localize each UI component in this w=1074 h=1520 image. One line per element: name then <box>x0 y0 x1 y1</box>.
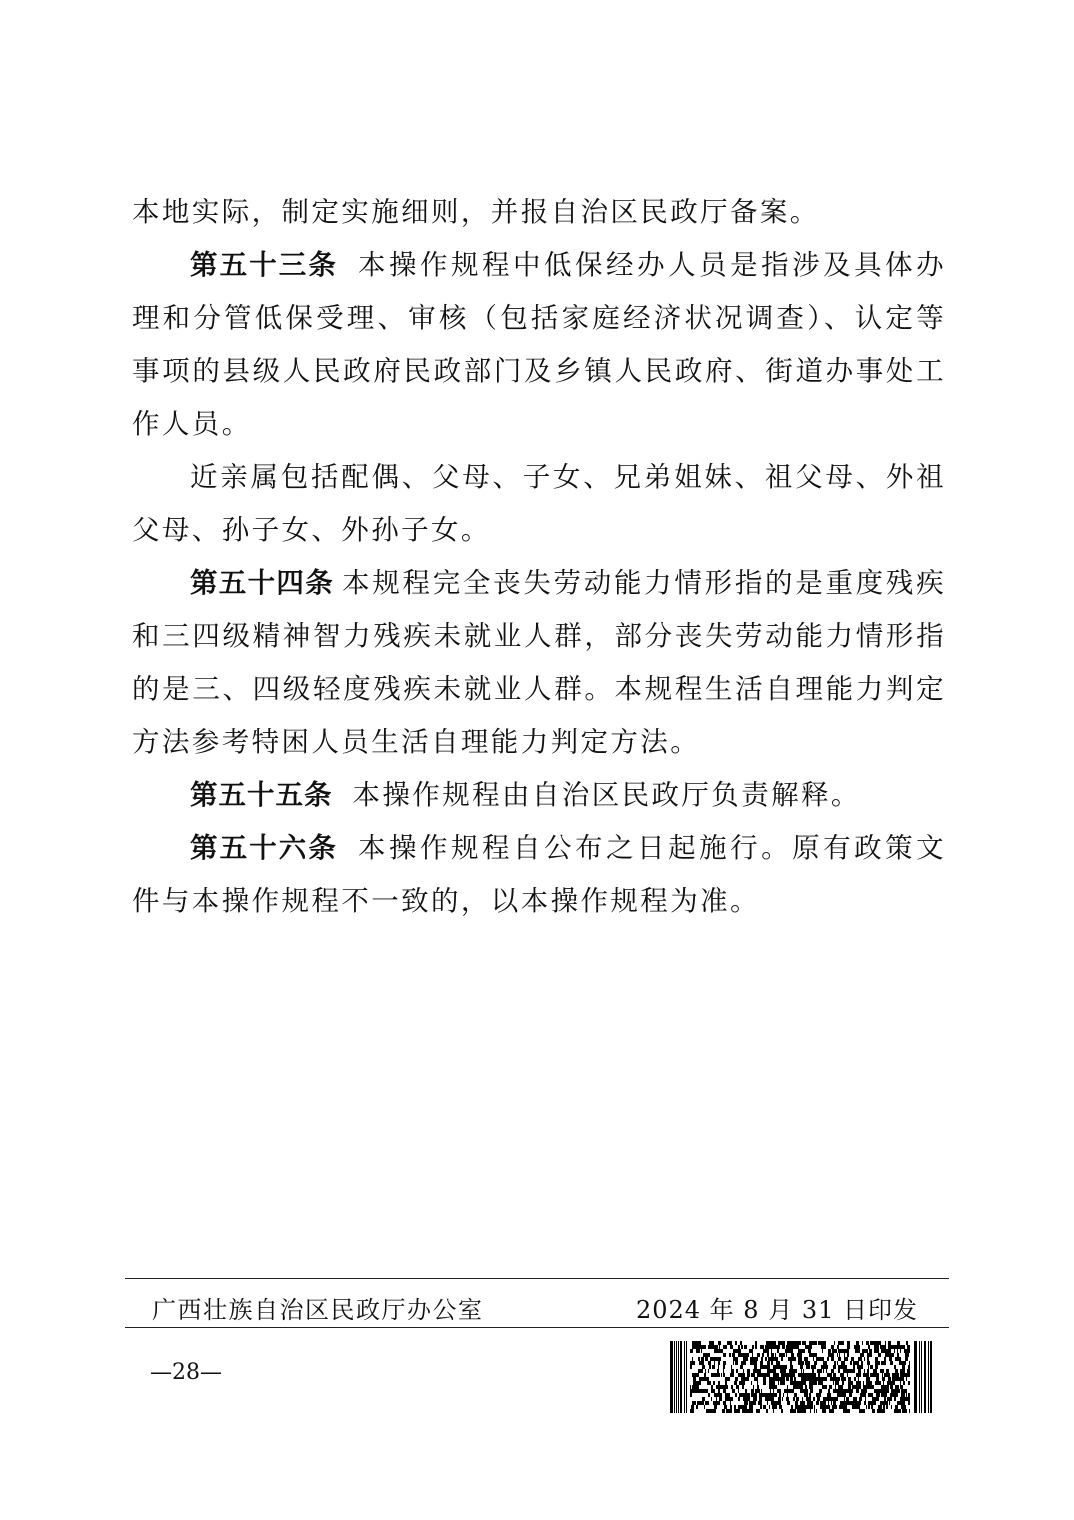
paragraph-text: 近亲属包括配偶、父母、子女、兄弟姐妹、祖父母、外祖父母、孙子女、外孙子女。 <box>132 461 946 546</box>
paragraph-continuation <box>132 186 946 239</box>
article-heading: 第五十六条 <box>190 832 339 864</box>
article-heading: 第五十五条 <box>190 779 333 811</box>
document-body <box>132 186 946 928</box>
article-54 <box>132 557 946 769</box>
article-text: 本规程完全丧失劳动能力情形指的是重度残疾和三四级精神智力残疾未就业人群，部分丧失劳动能力情形指的是三、四级轻度残疾未就业人群。本规程生活自理能力判定方法参考特困人员生活自理能力判定方法。 <box>132 567 946 758</box>
footer-top-rule <box>125 1278 949 1279</box>
article-heading: 第五十三条 <box>190 249 339 281</box>
article-heading: 第五十四条 <box>190 567 335 599</box>
article-text: 本操作规程自公布之日起施行。原有政策文件与本操作规程不一致的，以本操作规程为准。 <box>132 832 947 917</box>
page-number: —28— <box>150 1360 222 1385</box>
issuing-office: 广西壮族自治区民政厅办公室 <box>152 1296 484 1324</box>
barcode-icon <box>670 1341 932 1413</box>
relatives-paragraph <box>132 451 946 557</box>
article-text: 本操作规程中低保经办人员是指涉及具体办理和分管低保受理、审核（包括家庭经济状况调查）、认定等事项的县级人民政府民政部门及乡镇人民政府、街道办事处工作人员。 <box>132 249 947 440</box>
article-55 <box>132 769 946 822</box>
article-56 <box>132 822 946 928</box>
issue-date: 2024 年 8 月 31 日印发 <box>635 1296 918 1324</box>
footer-bottom-rule <box>125 1327 949 1328</box>
paragraph-text: 本地实际，制定实施细则，并报自治区民政厅备案。 <box>132 196 820 228</box>
article-53 <box>132 239 946 451</box>
article-text: 本操作规程由自治区民政厅负责解释。 <box>352 779 861 811</box>
